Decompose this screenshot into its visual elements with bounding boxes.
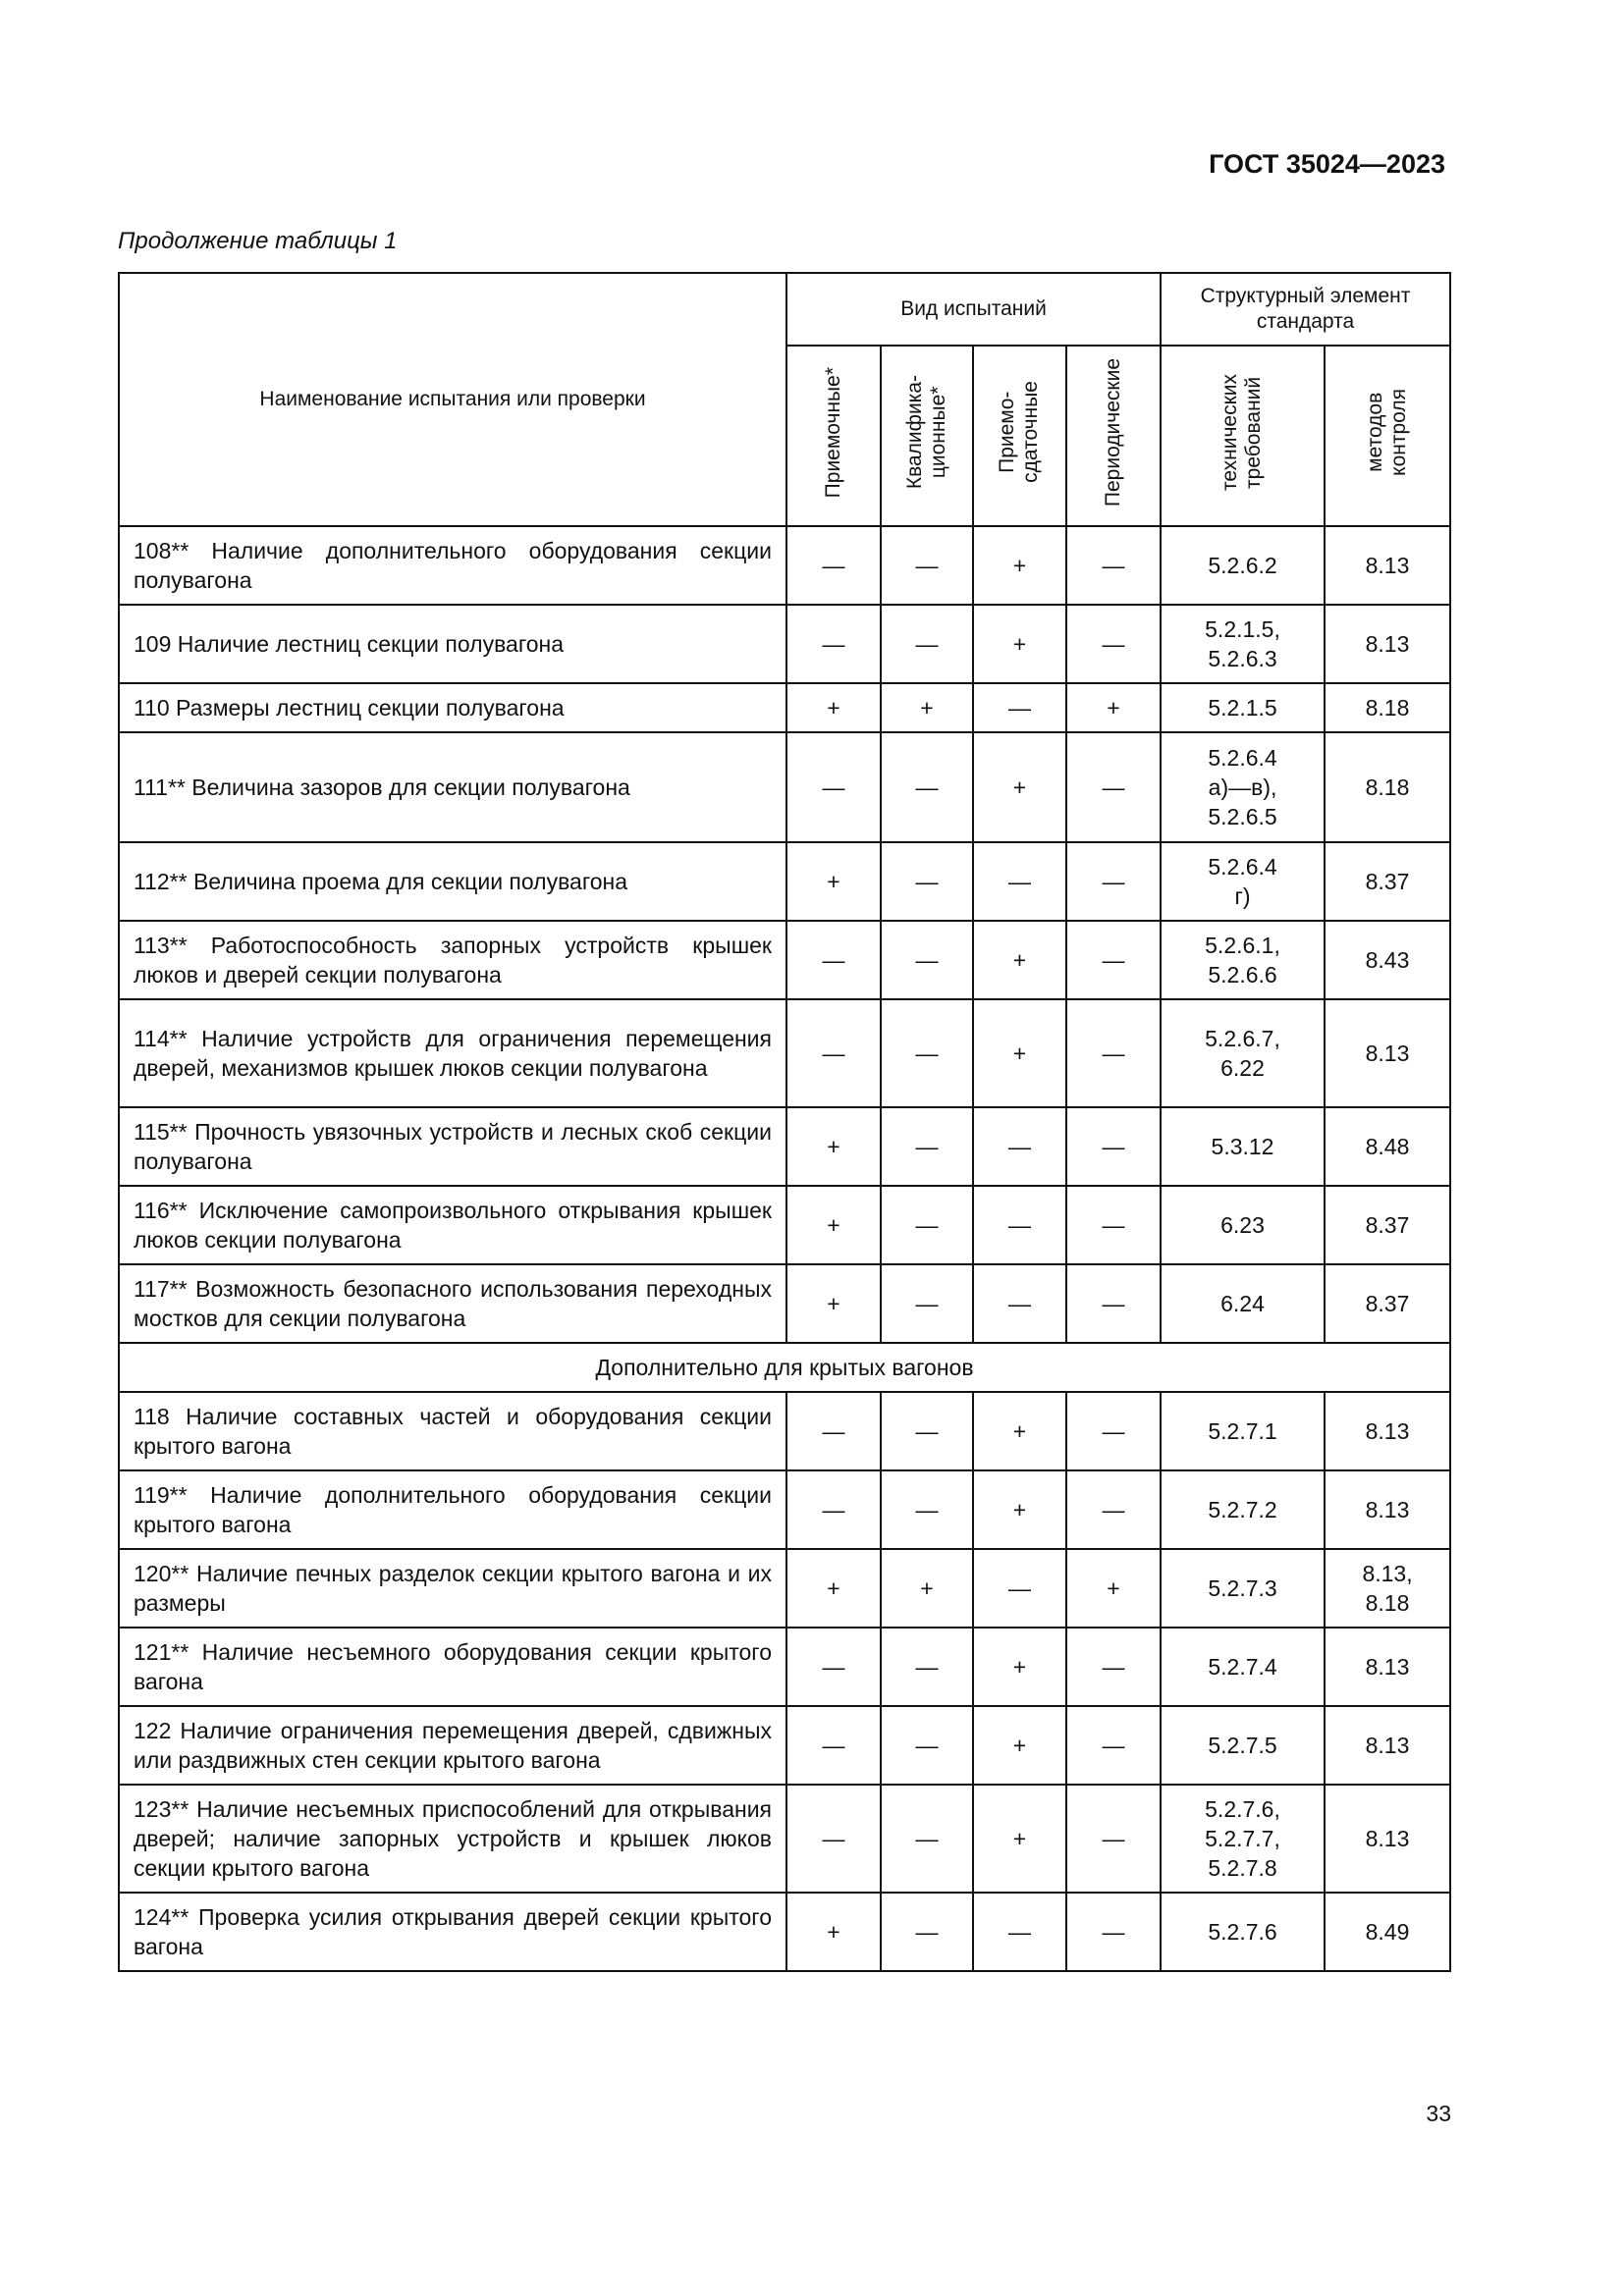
method-ref-cell: 8.49 [1325,1893,1450,1971]
requirement-ref-cell: 5.2.7.1 [1161,1392,1325,1470]
test-mark-cell: + [973,526,1066,605]
requirement-ref-cell: 5.2.6.2 [1161,526,1325,605]
test-mark-cell: — [1066,921,1161,999]
test-mark-cell: + [1066,683,1161,732]
method-ref-cell: 8.18 [1325,732,1450,842]
table-row [119,1628,1450,1706]
requirement-ref-cell: 5.2.7.3 [1161,1549,1325,1628]
method-ref-cell: 8.13 [1325,1628,1450,1706]
test-mark-cell: + [786,683,881,732]
test-mark-cell: — [1066,1107,1161,1186]
test-name-cell: 113** Работоспособность запорных устройств крышек люков и дверей секции полувагона [119,921,786,999]
test-mark-cell: — [1066,1392,1161,1470]
table-row [119,1893,1450,1971]
test-mark-cell: + [973,1706,1066,1785]
test-mark-cell: + [786,1264,881,1343]
test-mark-cell: + [786,1107,881,1186]
method-ref-cell: 8.13 [1325,1470,1450,1549]
test-mark-cell: + [786,1893,881,1971]
test-mark-cell: — [1066,732,1161,842]
test-mark-cell: + [786,1549,881,1628]
document-code: ГОСТ 35024—2023 [1209,149,1445,179]
header-test-type-group: Вид испытаний [786,273,1161,346]
test-mark-cell: — [1066,999,1161,1107]
test-mark-cell: — [786,1785,881,1893]
test-mark-cell: — [786,605,881,683]
section-title: Дополнительно для крытых вагонов [119,1343,1450,1392]
test-mark-cell: — [1066,1706,1161,1785]
table-row [119,1706,1450,1785]
test-table [118,272,1449,1972]
test-name-cell: 118 Наличие составных частей и оборудования секции крытого вагона [119,1392,786,1470]
method-ref-cell: 8.43 [1325,921,1450,999]
table-row [119,1107,1450,1186]
test-mark-cell: — [881,526,973,605]
test-mark-cell: — [881,1785,973,1893]
method-ref-cell: 8.13 [1325,1785,1450,1893]
test-name-cell: 108** Наличие дополнительного оборудования секции полувагона [119,526,786,605]
test-name-cell: 111** Величина зазоров для секции полувагона [119,732,786,842]
method-ref-cell: 8.37 [1325,842,1450,921]
test-mark-cell: — [1066,1893,1161,1971]
test-mark-cell: + [973,1392,1066,1470]
method-ref-cell: 8.13 [1325,605,1450,683]
table-row [119,605,1450,683]
test-mark-cell: — [973,1549,1066,1628]
test-mark-cell: — [973,683,1066,732]
requirement-ref-cell: 5.2.7.5 [1161,1706,1325,1785]
table-row [119,1186,1450,1264]
table-row [119,683,1450,732]
table-row [119,1470,1450,1549]
test-mark-cell: — [786,921,881,999]
requirement-ref-cell: 5.2.6.4 а)—в), 5.2.6.5 [1161,732,1325,842]
test-mark-cell: — [786,1706,881,1785]
header-test-type: Периодические [1101,357,1124,507]
test-mark-cell: — [786,1628,881,1706]
test-name-cell: 117** Возможность безопасного использования переходных мостков для секции полувагона [119,1264,786,1343]
table-row [119,1392,1450,1470]
method-ref-cell: 8.13 [1325,999,1450,1107]
test-mark-cell: — [881,1893,973,1971]
header-struct-col: технических требований [1218,373,1266,491]
header-test-type: Квалифика- ционные* [902,375,949,490]
test-mark-cell: — [881,999,973,1107]
test-mark-cell: — [973,1893,1066,1971]
test-mark-cell: — [786,1470,881,1549]
test-mark-cell: — [973,1107,1066,1186]
test-mark-cell: + [973,1628,1066,1706]
test-mark-cell: — [1066,842,1161,921]
table-row [119,526,1450,605]
test-mark-cell: — [881,1264,973,1343]
header-test-type: Приемочные* [821,366,844,499]
table-row [119,1264,1450,1343]
requirement-ref-cell: 5.2.7.6 [1161,1893,1325,1971]
table-row [119,732,1450,842]
table-row [119,999,1450,1107]
method-ref-cell: 8.13 [1325,1706,1450,1785]
test-mark-cell: + [973,605,1066,683]
test-mark-cell: — [881,732,973,842]
requirement-ref-cell: 5.2.1.5, 5.2.6.3 [1161,605,1325,683]
table-row [119,842,1450,921]
test-name-cell: 112** Величина проема для секции полувагона [119,842,786,921]
header-struct-col: методов контроля [1363,388,1411,476]
header-test-name: Наименование испытания или проверки [119,273,786,526]
test-mark-cell: — [881,842,973,921]
header-struct-element-group: Структурный элемент стандарта [1161,273,1450,346]
requirement-ref-cell: 6.24 [1161,1264,1325,1343]
method-ref-cell: 8.48 [1325,1107,1450,1186]
requirement-ref-cell: 5.2.7.4 [1161,1628,1325,1706]
test-mark-cell: — [786,1392,881,1470]
test-mark-cell: — [881,1186,973,1264]
table-row [119,1549,1450,1628]
test-mark-cell: — [881,1470,973,1549]
page-number: 33 [1426,2101,1451,2126]
test-name-cell: 115** Прочность увязочных устройств и лесных скоб секции полувагона [119,1107,786,1186]
method-ref-cell: 8.37 [1325,1264,1450,1343]
test-name-cell: 122 Наличие ограничения перемещения дверей, сдвижных или раздвижных стен секции крытого вагона [119,1706,786,1785]
test-mark-cell: — [973,1264,1066,1343]
test-mark-cell: — [881,921,973,999]
test-mark-cell: — [881,1628,973,1706]
test-name-cell: 119** Наличие дополнительного оборудования секции крытого вагона [119,1470,786,1549]
requirement-ref-cell: 5.2.6.4 г) [1161,842,1325,921]
method-ref-cell: 8.13, 8.18 [1325,1549,1450,1628]
test-mark-cell: — [786,732,881,842]
table-body [119,526,1450,1971]
test-mark-cell: + [881,683,973,732]
table-caption: Продолжение таблицы 1 [118,228,398,254]
test-mark-cell: — [973,842,1066,921]
test-mark-cell: + [973,1785,1066,1893]
test-mark-cell: — [881,1706,973,1785]
requirement-ref-cell: 6.23 [1161,1186,1325,1264]
test-name-cell: 116** Исключение самопроизвольного открывания крышек люков секции полувагона [119,1186,786,1264]
section-row [119,1343,1450,1392]
test-mark-cell: — [1066,1470,1161,1549]
test-mark-cell: + [973,732,1066,842]
requirement-ref-cell: 5.2.1.5 [1161,683,1325,732]
method-ref-cell: 8.18 [1325,683,1450,732]
test-name-cell: 121** Наличие несъемного оборудования секции крытого вагона [119,1628,786,1706]
test-mark-cell: — [881,1392,973,1470]
test-mark-cell: — [1066,605,1161,683]
test-name-cell: 124** Проверка усилия открывания дверей секции крытого вагона [119,1893,786,1971]
test-name-cell: 114** Наличие устройств для ограничения перемещения дверей, механизмов крышек люков секции полувагона [119,999,786,1107]
test-mark-cell: + [881,1549,973,1628]
requirement-ref-cell: 5.2.6.7, 6.22 [1161,999,1325,1107]
test-name-cell: 123** Наличие несъемных приспособлений для открывания дверей; наличие запорных устройств и крышек люков секции крытого вагона [119,1785,786,1893]
test-mark-cell: — [786,526,881,605]
test-mark-cell: — [1066,1264,1161,1343]
test-mark-cell: + [786,842,881,921]
test-mark-cell: + [973,1470,1066,1549]
method-ref-cell: 8.37 [1325,1186,1450,1264]
test-mark-cell: + [786,1186,881,1264]
requirement-ref-cell: 5.2.7.6, 5.2.7.7, 5.2.7.8 [1161,1785,1325,1893]
test-mark-cell: — [1066,1186,1161,1264]
test-mark-cell: — [1066,1628,1161,1706]
table-row [119,921,1450,999]
test-mark-cell: + [973,921,1066,999]
test-mark-cell: + [1066,1549,1161,1628]
test-mark-cell: — [1066,1785,1161,1893]
table-row [119,1785,1450,1893]
requirement-ref-cell: 5.3.12 [1161,1107,1325,1186]
test-name-cell: 109 Наличие лестниц секции полувагона [119,605,786,683]
test-mark-cell: — [1066,526,1161,605]
test-mark-cell: — [881,605,973,683]
test-name-cell: 120** Наличие печных разделок секции крытого вагона и их размеры [119,1549,786,1628]
requirement-ref-cell: 5.2.6.1, 5.2.6.6 [1161,921,1325,999]
test-mark-cell: + [973,999,1066,1107]
test-mark-cell: — [973,1186,1066,1264]
requirement-ref-cell: 5.2.7.2 [1161,1470,1325,1549]
method-ref-cell: 8.13 [1325,526,1450,605]
test-mark-cell: — [786,999,881,1107]
method-ref-cell: 8.13 [1325,1392,1450,1470]
header-test-type: Приемо- сдаточные [996,381,1043,484]
test-name-cell: 110 Размеры лестниц секции полувагона [119,683,786,732]
test-mark-cell: — [881,1107,973,1186]
